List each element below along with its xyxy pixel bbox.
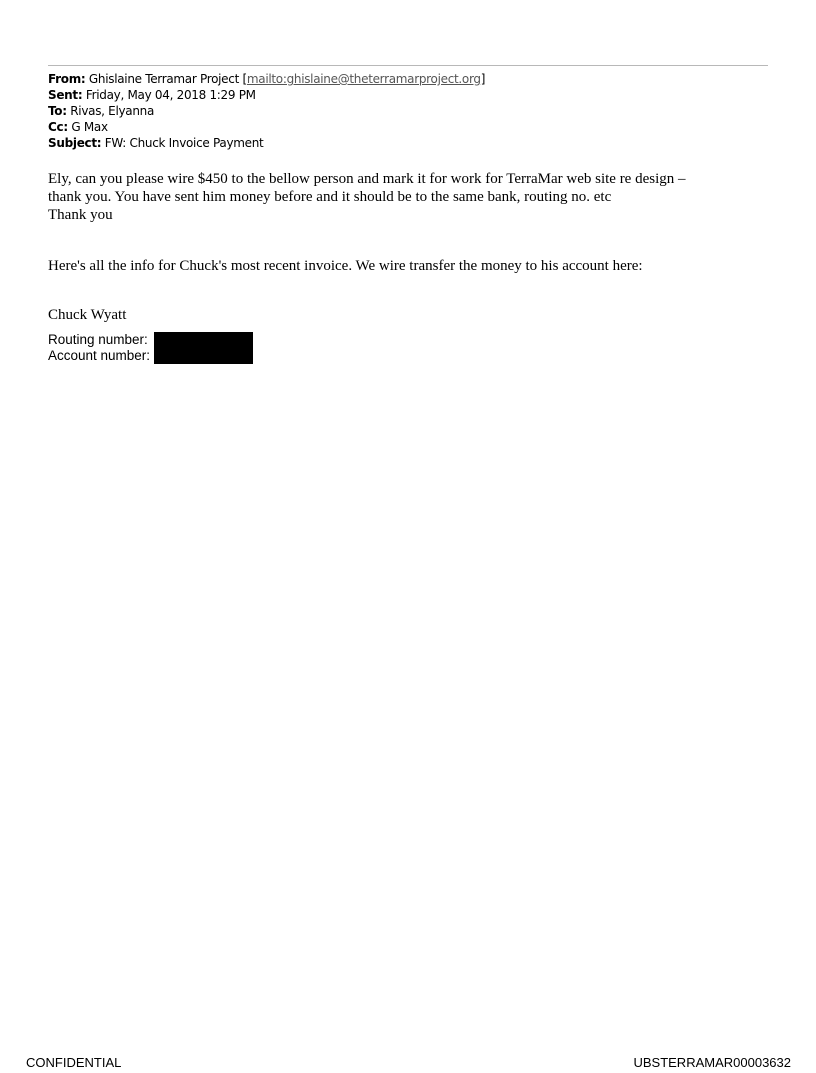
subject-label: Subject:: [48, 136, 102, 150]
from-email-link[interactable]: mailto:ghislaine@theterramarproject.org: [246, 72, 481, 86]
paragraph-1-line-3: Thank you: [48, 207, 113, 223]
cc-value: G Max: [71, 120, 108, 134]
sent-value: Friday, May 04, 2018 1:29 PM: [85, 88, 256, 102]
subject-value: FW: Chuck Invoice Payment: [104, 136, 264, 150]
message-paragraph-1: [48, 170, 768, 224]
from-label: From:: [48, 72, 86, 86]
header-divider: [48, 65, 768, 66]
paragraph-1-line-2: thank you. You have sent him money before and it should be to the same bank, routing no. etc: [48, 189, 612, 205]
routing-number-label: Routing number:: [48, 332, 148, 347]
from-row: From: Ghislaine Terramar Project [mailto:ghislaine@theterramarproject.org]: [48, 72, 486, 86]
message-paragraph-2: Here's all the info for Chuck's most recent invoice. We wire transfer the money to his account here:: [48, 258, 643, 274]
subject-row: [48, 135, 485, 151]
account-number-label: Account number:: [48, 348, 151, 363]
bates-number: UBSTERRAMAR00003632: [633, 1055, 791, 1070]
paragraph-1-line-1: Ely, can you please wire $450 to the bellow person and mark it for work for TerraMar web site re design –: [48, 171, 686, 187]
account-details: [48, 332, 150, 364]
sent-label: Sent:: [48, 88, 83, 102]
redaction-box: [154, 332, 253, 364]
sent-row: [48, 87, 485, 103]
confidential-footer: CONFIDENTIAL: [26, 1055, 122, 1070]
to-label: To:: [48, 104, 67, 118]
cc-row: [48, 119, 485, 135]
email-header: [48, 71, 485, 151]
from-name: Ghislaine Terramar Project: [88, 72, 239, 86]
to-row: [48, 103, 485, 119]
payee-name: Chuck Wyatt: [48, 307, 127, 323]
cc-label: Cc:: [48, 120, 68, 134]
to-value: Rivas, Elyanna: [70, 104, 155, 118]
